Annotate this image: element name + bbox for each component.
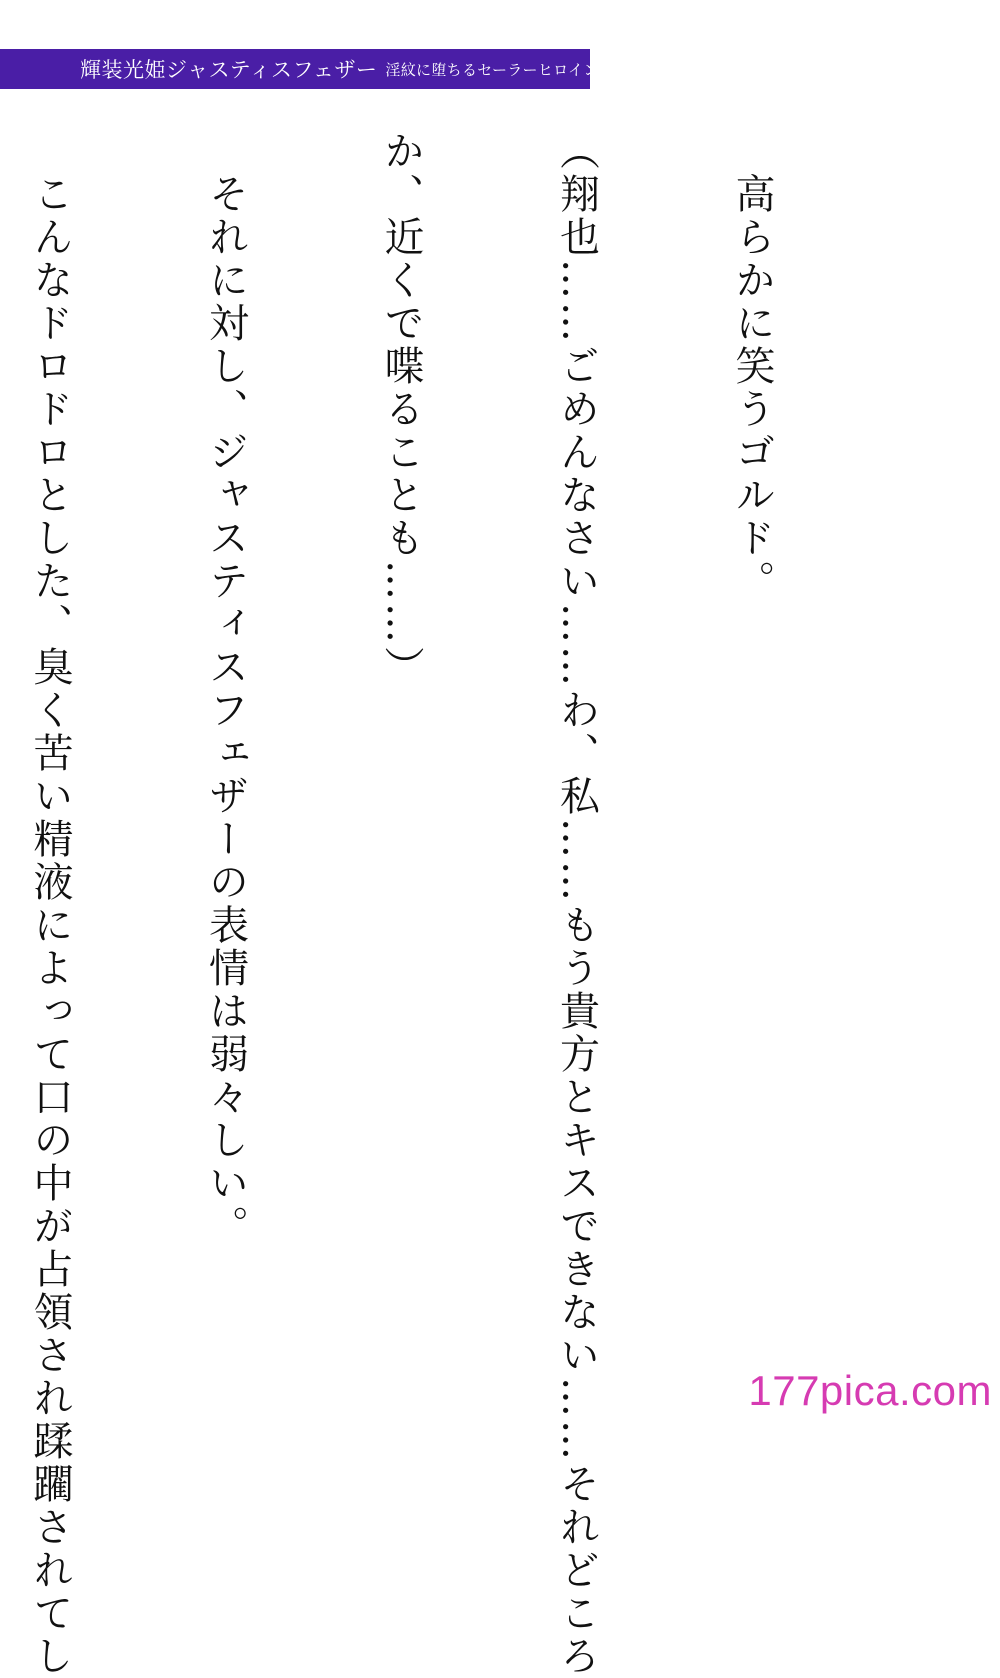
text-line: （翔也……ごめんなさい……わ、私……もう貴方とキスできない……それどころ — [553, 130, 600, 1678]
text-line: 高らかに笑うゴルド。 — [729, 130, 775, 603]
book-subtitle: 淫紋に堕ちるセーラーヒロイン — [385, 60, 599, 79]
text-line: こんなドロドロとした、臭く苦い精液によって口の中が占領され蹂躙されてし — [27, 130, 73, 1678]
text-line: か、近くで喋ることも……） — [378, 130, 424, 689]
site-watermark: 177pica.com — [748, 1367, 992, 1414]
book-title: 輝装光姫ジャスティスフェザー — [80, 58, 378, 82]
header-banner — [0, 49, 599, 89]
text-line: それに対し、ジャスティスフェザーの表情は弱々しい。 — [202, 130, 249, 1248]
